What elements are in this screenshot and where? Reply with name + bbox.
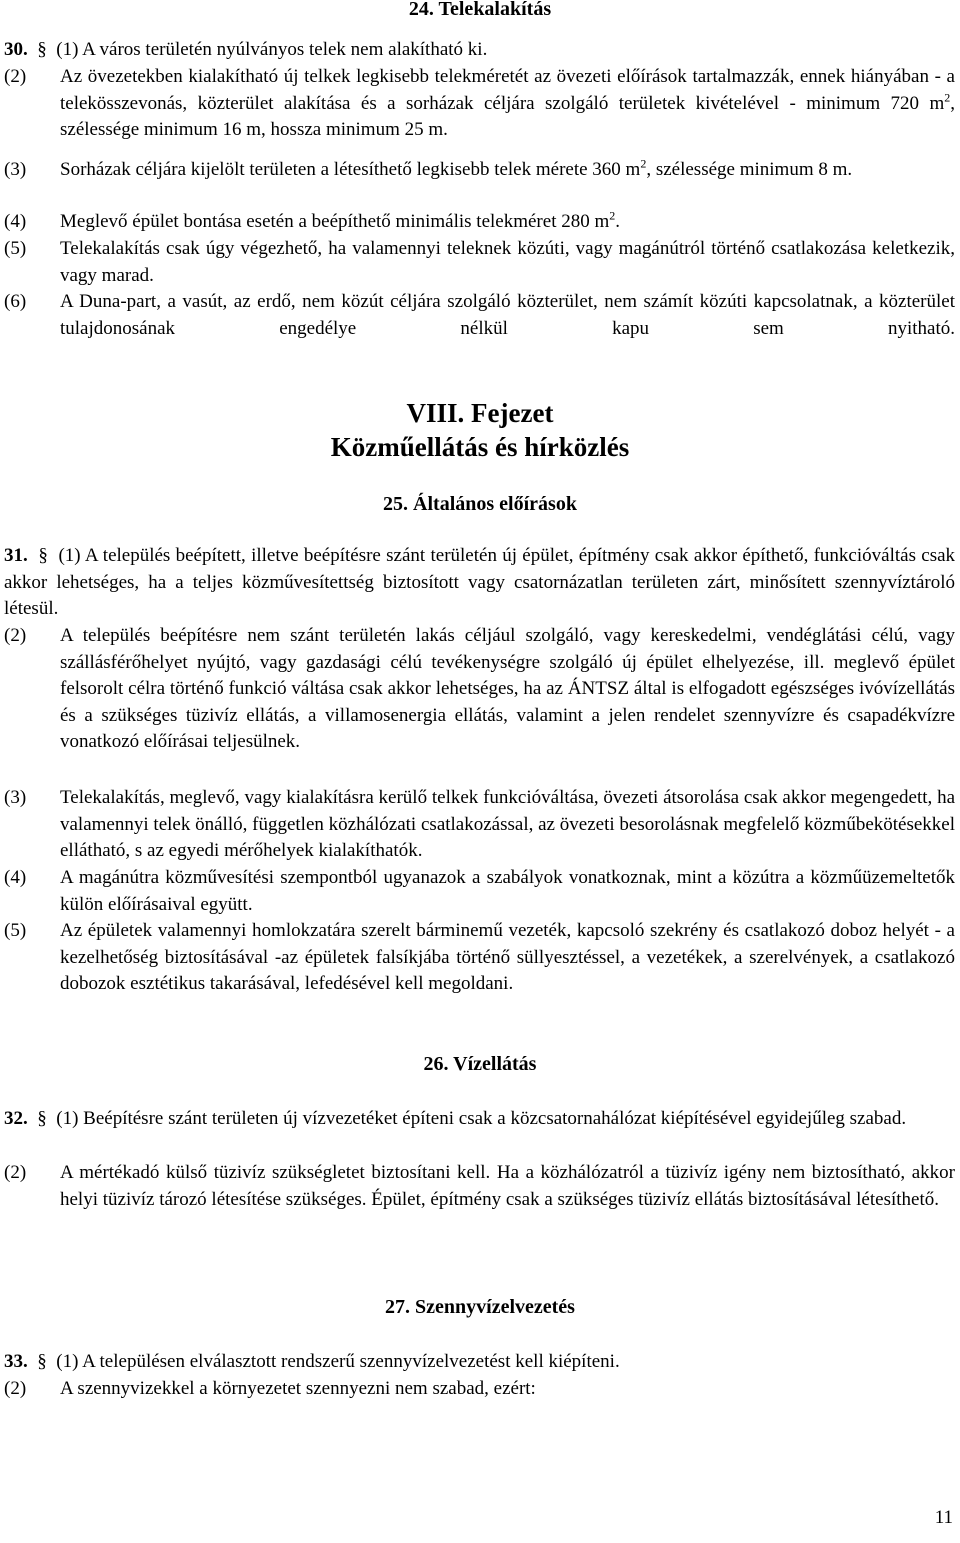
chapter-number: VIII. Fejezet <box>406 398 554 428</box>
article-31-paragraph-1 <box>4 543 955 623</box>
page-number: 11 <box>934 1507 953 1528</box>
superscript: 2 <box>944 90 951 105</box>
paragraph-label: (5) <box>4 238 27 259</box>
paragraph-label: (3) <box>4 787 27 808</box>
section-sign: § <box>37 1351 47 1372</box>
paragraph-label: (4) <box>4 211 27 232</box>
article-number: 31. <box>4 545 28 566</box>
section-heading-26: 26. Vízellátás <box>423 1053 537 1075</box>
paragraph-text: A Duna-part, a vasút, az erdő, nem közút céljára szolgáló közterület, nem számít közúti kapcsolatnak, a közterület tulajdonosának engedélye nélkül kapu sem nyitható. <box>60 291 955 339</box>
paragraph-label: (6) <box>4 291 27 312</box>
article-number: 33. <box>4 1351 28 1372</box>
paragraph-text: Az övezetekben kialakítható új telkek legkisebb telekméretét az övezeti előírások tartalmazzák, ennek hiányában - a telekösszevonás, közterület alakítása és a sorházak céljára szolgáló területek kivételével - minimum 720 $m^2$, szélessége minimum 16 m, hossza minimum 25 m. <box>60 66 955 141</box>
paragraph-label: (3) <box>4 159 27 180</box>
paragraph-text: A mértékadó külső tüzivíz szükségletet biztosítani kell. Ha a közhálózatról a tüzivíz igény nem biztosítható, akkor helyi tüzivíz tározó létesítése szükséges. Épület, építmény csak a szükséges tüzivíz ellátás biztosításával létesíthető. <box>60 1162 955 1210</box>
article-31-paragraph-2 <box>4 623 955 756</box>
paragraph-text: (1) A településen elválasztott rendszerű szennyvízelvezetést kell kiépíteni. <box>56 1351 620 1372</box>
article-32-paragraph-2 <box>4 1160 955 1213</box>
paragraph-text: A szennyvizekkel a környezetet szennyezni nem szabad, ezért: <box>60 1378 536 1399</box>
paragraph-text: A település beépítésre nem szánt területén lakás céljául szolgáló, vagy kereskedelmi, vendéglátási célú, vagy szállásférőhelyet nyújtó, vagy gazdasági célú tevékenységre szolgáló új épület elhelyezése, ill. meglevő épület felsorolt célra történő funkció váltása csak akkor lehetséges, ha az ÁNTSZ által is elfogadott egészséges ivóvízellátás és a szükséges tüzivíz ellátás, a villamosenergia ellátás, valamint a jelen rendelet szennyvízre és csapadékvízre vonatkozó előírásai teljesülnek. <box>60 625 955 753</box>
chapter-title: Közműellátás és hírközlés <box>330 432 630 462</box>
paragraph-label: (2) <box>4 1162 27 1183</box>
article-30-paragraph-4 <box>4 209 955 236</box>
article-33-paragraph-1 <box>4 1349 955 1376</box>
section-sign: § <box>37 1108 47 1129</box>
section-heading-27: 27. Szennyvízelvezetés <box>385 1296 575 1318</box>
paragraph-text: Meglevő épület bontása esetén a beépíthető minimális telekméret 280 $m^2$. <box>60 208 620 232</box>
article-30-paragraph-5 <box>4 236 955 289</box>
article-number: 32. <box>4 1108 28 1129</box>
paragraph-text: Sorházak céljára kijelölt területen a létesíthető legkisebb telek mérete 360 $m^2$, szélessége minimum 8 m. <box>60 156 853 180</box>
article-30-paragraph-1 <box>4 37 955 64</box>
article-number: 30. <box>4 39 28 60</box>
paragraph-text: (1) A város területén nyúlványos telek nem alakítható ki. <box>56 39 488 60</box>
section-sign: § <box>37 39 47 60</box>
article-30-paragraph-3 <box>4 157 955 184</box>
paragraph-text: (1) A település beépített, illetve beépítésre szánt területén új épület, építmény csak akkor építhető, funkcióváltás csak akkor lehetséges, ha a teljes közművesítettség biztosított vagy csatornázatlan területen zárt, minősített szennyvíztároló létesül. <box>4 545 956 620</box>
article-32-paragraph-1 <box>4 1106 955 1133</box>
section-sign: § <box>38 545 48 566</box>
paragraph-label: (2) <box>4 66 27 87</box>
paragraph-text: A magánútra közművesítési szempontból ugyanazok a szabályok vonatkoznak, mint a közútra a közműüzemeltetők külön előírásaival együtt. <box>60 867 955 915</box>
paragraph-label: (2) <box>4 625 27 646</box>
superscript: 2 <box>609 208 616 223</box>
section-heading-25: 25. Általános előírások <box>383 493 577 515</box>
superscript: 2 <box>640 156 647 171</box>
article-31-paragraph-3 <box>4 785 955 865</box>
section-heading-24: 24. Telekalakítás <box>408 0 552 20</box>
paragraph-label: (4) <box>4 867 27 888</box>
article-33-paragraph-2 <box>4 1376 955 1403</box>
article-30-paragraph-6 <box>4 289 955 342</box>
paragraph-label: (5) <box>4 920 27 941</box>
article-31-paragraph-4 <box>4 865 955 918</box>
article-30-paragraph-2 <box>4 64 955 144</box>
paragraph-text: (1) Beépítésre szánt területen új vízvezetéket építeni csak a közcsatornahálózat kiépítésével egyidejűleg szabad. <box>56 1108 907 1129</box>
paragraph-text: Telekalakítás, meglevő, vagy kialakításra kerülő telkek funkcióváltása, övezeti átsorolása csak akkor megengedett, ha valamennyi telek önálló, független közhálózati csatlakozással, az övezeti besorolásnak megfelelő közműbekötésekkel ellátható, s az egyedi mérőhelyek kialakíthatók. <box>60 787 955 862</box>
paragraph-text: Telekalakítás csak úgy végezhető, ha valamennyi teleknek közúti, vagy magánútról történő csatlakozása keletkezik, vagy marad. <box>60 238 955 286</box>
article-31-paragraph-5 <box>4 918 955 998</box>
paragraph-text: Az épületek valamennyi homlokzatára szerelt bárminemű vezeték, kapcsoló szekrény és csatlakozó doboz helyét - a kezelhetőség biztosításával -az épületek falsíkjába történő süllyesztéssel, a vezetékek, a szerelvények, a csatlakozó dobozok esztétikus takarásával, lefedésével kell megoldani. <box>60 920 955 995</box>
paragraph-label: (2) <box>4 1378 27 1399</box>
